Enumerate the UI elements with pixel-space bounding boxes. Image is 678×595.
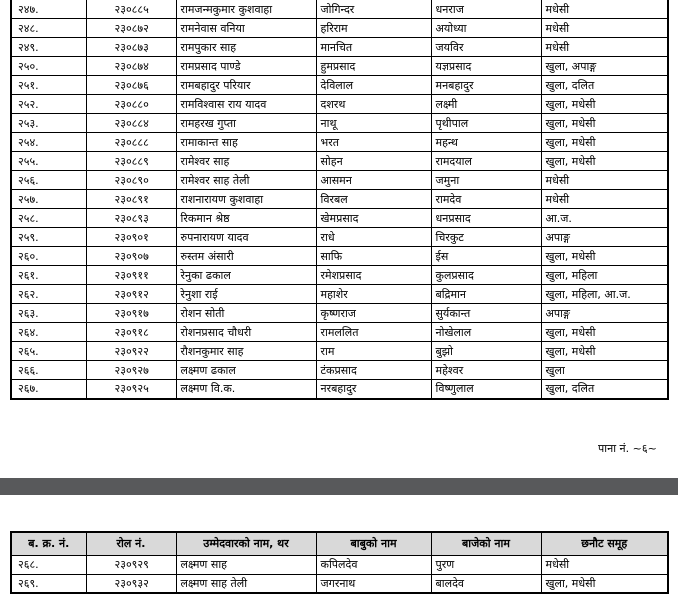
candidate-name-cell: लक्ष्मण साह [176, 555, 316, 574]
serial-number-cell: २५१. [11, 76, 86, 95]
father-name-cell: महाशेर [316, 285, 431, 304]
grandfather-name-cell: सुर्यकान्त [431, 304, 541, 323]
candidate-name-cell: राशनारायण कुशवाहा [176, 190, 316, 209]
table-row [11, 342, 668, 361]
table-row [11, 380, 668, 399]
roll-number-cell: २३०९२५ [86, 380, 176, 399]
grandfather-name-cell: जमुना [431, 171, 541, 190]
serial-number-cell: २५०. [11, 57, 86, 76]
grandfather-name-cell: विष्णुलाल [431, 380, 541, 399]
father-name-cell: खेमप्रसाद [316, 209, 431, 228]
grandfather-name-cell: बद्रिमान [431, 285, 541, 304]
father-name-cell: आसमन [316, 171, 431, 190]
table-row [11, 228, 668, 247]
roll-number-cell: २३०९०७ [86, 247, 176, 266]
candidate-name-cell: रोशनप्रसाद चौधरी [176, 323, 316, 342]
father-name-cell: दशरथ [316, 95, 431, 114]
roll-number-cell: २३०८८० [86, 95, 176, 114]
grandfather-name-cell: रामदेव [431, 190, 541, 209]
header-roll-number: रोल नं. [86, 532, 176, 555]
roll-number-cell: २३०९३२ [86, 574, 176, 593]
grandfather-name-cell: रामदयाल [431, 152, 541, 171]
father-name-cell: जगरनाथ [316, 574, 431, 593]
table-row [11, 133, 668, 152]
table-row [11, 114, 668, 133]
selection-group-cell: मधेसी [541, 38, 668, 57]
roll-number-cell: २३०८७६ [86, 76, 176, 95]
candidate-name-cell: रामेश्वर साह तेली [176, 171, 316, 190]
selection-group-cell: अपाङ्ग [541, 304, 668, 323]
father-name-cell: कपिलदेव [316, 555, 431, 574]
grandfather-name-cell: मनबहादुर [431, 76, 541, 95]
results-table-page-7 [10, 531, 669, 594]
father-name-cell: विरबल [316, 190, 431, 209]
selection-group-cell: खुला, मधेसी [541, 152, 668, 171]
roll-number-cell: २३०८७४ [86, 57, 176, 76]
results-table-body [11, 555, 668, 593]
serial-number-cell: २६५. [11, 342, 86, 361]
serial-number-cell: २५९. [11, 228, 86, 247]
table-row [11, 285, 668, 304]
serial-number-cell: २५३. [11, 114, 86, 133]
roll-number-cell: २३०८९० [86, 171, 176, 190]
selection-group-cell: खुला [541, 361, 668, 380]
selection-group-cell: खुला, मधेसी [541, 574, 668, 593]
grandfather-name-cell: नोखेलाल [431, 323, 541, 342]
serial-number-cell: २६६. [11, 361, 86, 380]
father-name-cell: हुमप्रसाद [316, 57, 431, 76]
father-name-cell: कृष्णराज [316, 304, 431, 323]
grandfather-name-cell: पृथीपाल [431, 114, 541, 133]
candidate-name-cell: रामजन्मकुमार कुशवाहा [176, 0, 316, 19]
selection-group-cell: मधेसी [541, 171, 668, 190]
table-row [11, 57, 668, 76]
header-grandfather-name: बाजेको नाम [431, 532, 541, 555]
selection-group-cell: खुला, मधेसी [541, 342, 668, 361]
selection-group-cell: मधेसी [541, 19, 668, 38]
roll-number-cell: २३०८७३ [86, 38, 176, 57]
selection-group-cell: मधेसी [541, 190, 668, 209]
grandfather-name-cell: महन्थ [431, 133, 541, 152]
father-name-cell: रमेशप्रसाद [316, 266, 431, 285]
table-row [11, 95, 668, 114]
table-row [11, 323, 668, 342]
father-name-cell: जोगिन्दर [316, 0, 431, 19]
father-name-cell: साफि [316, 247, 431, 266]
father-name-cell: देविलाल [316, 76, 431, 95]
selection-group-cell: खुला, दलित [541, 76, 668, 95]
table-row [11, 574, 668, 593]
selection-group-cell: खुला, मधेसी [541, 247, 668, 266]
header-candidate-name: उम्मेदवारको नाम, थर [176, 532, 316, 555]
serial-number-cell: २६७. [11, 380, 86, 399]
table-row [11, 38, 668, 57]
father-name-cell: राम [316, 342, 431, 361]
candidate-name-cell: रेनुशा राई [176, 285, 316, 304]
serial-number-cell: २६२. [11, 285, 86, 304]
candidate-name-cell: रामबहादुर परियार [176, 76, 316, 95]
serial-number-cell: २५२. [11, 95, 86, 114]
candidate-name-cell: रेनुका ढकाल [176, 266, 316, 285]
table-row [11, 76, 668, 95]
table-row [11, 171, 668, 190]
serial-number-cell: २६८. [11, 555, 86, 574]
grandfather-name-cell: यज्ञप्रसाद [431, 57, 541, 76]
table-row [11, 247, 668, 266]
father-name-cell: मानचित [316, 38, 431, 57]
candidate-name-cell: रौशनकुमार साह [176, 342, 316, 361]
roll-number-cell: २३०९१२ [86, 285, 176, 304]
grandfather-name-cell: पुरण [431, 555, 541, 574]
roll-number-cell: २३०८८४ [86, 114, 176, 133]
page-number: पाना नं. ~६~ [598, 442, 657, 455]
roll-number-cell: २३०९१७ [86, 304, 176, 323]
roll-number-cell: २३०८७२ [86, 19, 176, 38]
table-row [11, 0, 668, 19]
selection-group-cell: अपाङ्ग [541, 228, 668, 247]
table-row [11, 19, 668, 38]
serial-number-cell: २६०. [11, 247, 86, 266]
candidate-name-cell: लक्ष्मण साह तेली [176, 574, 316, 593]
candidate-name-cell: रामप्रसाद पाण्डे [176, 57, 316, 76]
header-father-name: बाबुको नाम [316, 532, 431, 555]
roll-number-cell: २३०८९१ [86, 190, 176, 209]
grandfather-name-cell: चिरकुट [431, 228, 541, 247]
serial-number-cell: २६३. [11, 304, 86, 323]
selection-group-cell: खुला, दलित [541, 380, 668, 399]
page-separator [0, 478, 678, 495]
selection-group-cell: खुला, महिला, आ.ज. [541, 285, 668, 304]
selection-group-cell: खुला, महिला [541, 266, 668, 285]
candidate-name-cell: रामपुकार साह [176, 38, 316, 57]
selection-group-cell: मधेसी [541, 555, 668, 574]
father-name-cell: रामललित [316, 323, 431, 342]
table-row [11, 190, 668, 209]
candidate-name-cell: रोशन सोती [176, 304, 316, 323]
roll-number-cell: २३०८८९ [86, 152, 176, 171]
candidate-name-cell: रामविश्वास राय यादव [176, 95, 316, 114]
results-table-page-6 [10, 0, 669, 400]
selection-group-cell: खुला, मधेसी [541, 323, 668, 342]
grandfather-name-cell: कुलप्रसाद [431, 266, 541, 285]
serial-number-cell: २४७. [11, 0, 86, 19]
serial-number-cell: २५७. [11, 190, 86, 209]
grandfather-name-cell: धनराज [431, 0, 541, 19]
roll-number-cell: २३०९११ [86, 266, 176, 285]
candidate-name-cell: लक्ष्मण वि.क. [176, 380, 316, 399]
selection-group-cell: आ.ज. [541, 209, 668, 228]
table-row [11, 304, 668, 323]
grandfather-name-cell: लक्ष्मी [431, 95, 541, 114]
candidate-name-cell: लक्ष्मण ढकाल [176, 361, 316, 380]
selection-group-cell: खुला, मधेसी [541, 114, 668, 133]
serial-number-cell: २४८. [11, 19, 86, 38]
grandfather-name-cell: जयविर [431, 38, 541, 57]
father-name-cell: नाथू [316, 114, 431, 133]
roll-number-cell: २३०८८५ [86, 0, 176, 19]
serial-number-cell: २६१. [11, 266, 86, 285]
roll-number-cell: २३०९२७ [86, 361, 176, 380]
table-row [11, 266, 668, 285]
grandfather-name-cell: बुझो [431, 342, 541, 361]
serial-number-cell: २४९. [11, 38, 86, 57]
serial-number-cell: २५५. [11, 152, 86, 171]
candidate-name-cell: रुपनारायण यादव [176, 228, 316, 247]
table-row [11, 209, 668, 228]
serial-number-cell: २६९. [11, 574, 86, 593]
father-name-cell: हरिराम [316, 19, 431, 38]
father-name-cell: राधे [316, 228, 431, 247]
father-name-cell: टंकप्रसाद [316, 361, 431, 380]
roll-number-cell: २३०८९३ [86, 209, 176, 228]
candidate-name-cell: रिकमान श्रेष्ठ [176, 209, 316, 228]
father-name-cell: भरत [316, 133, 431, 152]
header-serial-number: ब. क्र. नं. [11, 532, 86, 555]
candidate-name-cell: रामेश्वर साह [176, 152, 316, 171]
table-row [11, 152, 668, 171]
selection-group-cell: खुला, मधेसी [541, 133, 668, 152]
father-name-cell: सोहन [316, 152, 431, 171]
grandfather-name-cell: अयोध्या [431, 19, 541, 38]
grandfather-name-cell: बालदेव [431, 574, 541, 593]
serial-number-cell: २६४. [11, 323, 86, 342]
selection-group-cell: मधेसी [541, 0, 668, 19]
candidate-name-cell: रामाकान्त साह [176, 133, 316, 152]
roll-number-cell: २३०९२९ [86, 555, 176, 574]
candidate-name-cell: रामनेवास वनिया [176, 19, 316, 38]
selection-group-cell: खुला, अपाङ्ग [541, 57, 668, 76]
grandfather-name-cell: धनप्रसाद [431, 209, 541, 228]
roll-number-cell: २३०९१८ [86, 323, 176, 342]
results-table-body [11, 0, 668, 399]
table-header-row [11, 532, 668, 555]
serial-number-cell: २५८. [11, 209, 86, 228]
grandfather-name-cell: महेश्वर [431, 361, 541, 380]
father-name-cell: नरबहादुर [316, 380, 431, 399]
serial-number-cell: २५४. [11, 133, 86, 152]
roll-number-cell: २३०९०१ [86, 228, 176, 247]
roll-number-cell: २३०९२२ [86, 342, 176, 361]
header-selection-group: छनौट समूह [541, 532, 668, 555]
roll-number-cell: २३०८८८ [86, 133, 176, 152]
candidate-name-cell: रुस्तम अंसारी [176, 247, 316, 266]
selection-group-cell: खुला, मधेसी [541, 95, 668, 114]
table-row [11, 361, 668, 380]
candidate-name-cell: रामहरख गुप्ता [176, 114, 316, 133]
serial-number-cell: २५६. [11, 171, 86, 190]
table-row [11, 555, 668, 574]
grandfather-name-cell: ईस [431, 247, 541, 266]
